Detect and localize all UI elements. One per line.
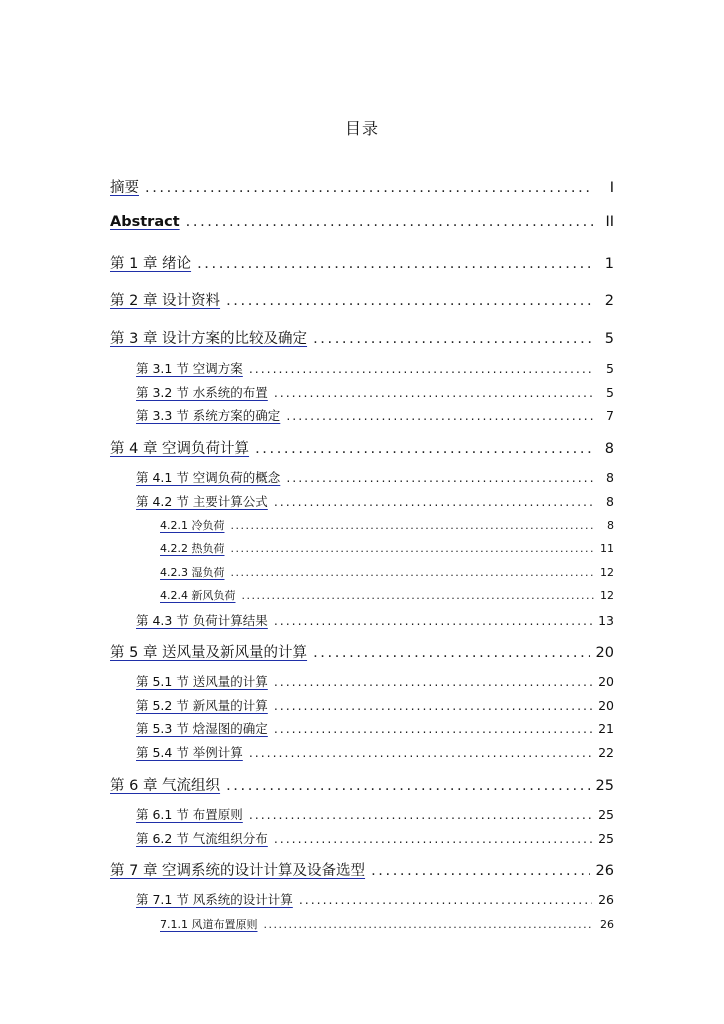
- toc-entry-label[interactable]: 摘要: [110, 180, 139, 196]
- dot-leader: [242, 589, 595, 602]
- toc-entry-label[interactable]: 第 4.3 节 负荷计算结果: [136, 613, 268, 628]
- toc-entry-section-3-3[interactable]: [136, 406, 614, 424]
- toc-entry-label[interactable]: 第 3 章 设计方案的比较及确定: [110, 331, 308, 347]
- dot-leader: [313, 331, 594, 347]
- dot-leader: [286, 470, 594, 485]
- toc-entry-page: 5: [606, 361, 614, 376]
- toc-entry-section-6-2[interactable]: [136, 829, 614, 847]
- toc-entry-page: 22: [598, 745, 614, 760]
- toc-entry-label[interactable]: 7.1.1 风道布置原则: [160, 918, 258, 931]
- toc-entry-label[interactable]: 第 5.4 节 举例计算: [136, 745, 243, 760]
- toc-entry-page: 13: [598, 613, 614, 628]
- toc-entry-page: 12: [600, 566, 614, 579]
- dot-leader: [186, 214, 594, 230]
- toc-entry-page: II: [605, 214, 614, 230]
- dot-leader: [274, 494, 594, 509]
- toc-entry-label[interactable]: 第 4.2 节 主要计算公式: [136, 494, 268, 509]
- toc-entry-label[interactable]: 第 6.1 节 布置原则: [136, 807, 243, 822]
- dot-leader: [249, 745, 592, 760]
- dot-leader: [274, 385, 594, 400]
- toc-entry-section-5-2[interactable]: [136, 696, 614, 714]
- toc-entry-page: 8: [606, 470, 614, 485]
- toc-entry-page: 5: [604, 331, 614, 347]
- toc-entry-label[interactable]: 第 6 章 气流组织: [110, 778, 221, 794]
- toc-entry-label[interactable]: 第 3.2 节 水系统的布置: [136, 385, 268, 400]
- toc-entry-label[interactable]: 4.2.4 新风负荷: [160, 589, 236, 602]
- toc-entry-page: 26: [600, 918, 614, 931]
- dot-leader: [231, 542, 595, 555]
- dot-leader: [313, 645, 589, 661]
- toc-entry-label[interactable]: 第 1 章 绪论: [110, 256, 192, 272]
- toc-entry-section-4-1[interactable]: [136, 468, 614, 486]
- toc-entry-page: 26: [595, 863, 614, 879]
- toc-entry-abstract-cn[interactable]: [110, 176, 614, 197]
- toc-entry-subsection-7-1-1[interactable]: [160, 916, 614, 932]
- toc-entry-label[interactable]: 第 4.1 节 空调负荷的概念: [136, 470, 281, 485]
- dot-leader: [145, 180, 594, 196]
- toc-entry-page: 21: [598, 721, 614, 736]
- toc-entry-page: 8: [604, 441, 614, 457]
- toc-entry-label[interactable]: 第 5 章 送风量及新风量的计算: [110, 645, 308, 661]
- dot-leader: [255, 441, 594, 457]
- toc-entry-page: 7: [606, 408, 614, 423]
- toc-entry-chapter-1[interactable]: [110, 252, 614, 273]
- toc-entry-subsection-4-2-3[interactable]: [160, 564, 614, 580]
- dot-leader: [226, 778, 589, 794]
- toc-entry-page: 25: [598, 807, 614, 822]
- dot-leader: [226, 293, 594, 309]
- toc-entry-label[interactable]: 4.2.1 冷负荷: [160, 519, 225, 532]
- toc-entry-label[interactable]: 4.2.3 湿负荷: [160, 566, 225, 579]
- toc-entry-chapter-6[interactable]: [110, 774, 614, 795]
- toc-entry-label[interactable]: 第 6.2 节 气流组织分布: [136, 831, 268, 846]
- toc-entry-label[interactable]: 第 3.3 节 系统方案的确定: [136, 408, 281, 423]
- dot-leader: [231, 566, 595, 579]
- toc-entry-abstract-en[interactable]: [110, 214, 614, 230]
- toc-entry-label[interactable]: 第 2 章 设计资料: [110, 293, 221, 309]
- dot-leader: [371, 863, 589, 879]
- toc-entry-section-6-1[interactable]: [136, 805, 614, 823]
- toc-entry-page: 11: [600, 542, 614, 555]
- dot-leader: [264, 918, 595, 931]
- toc-entry-section-3-2[interactable]: [136, 383, 614, 401]
- dot-leader: [274, 674, 592, 689]
- toc-entry-chapter-4[interactable]: [110, 437, 614, 458]
- toc-entry-section-3-1[interactable]: [136, 359, 614, 377]
- toc-entry-label[interactable]: 4.2.2 热负荷: [160, 542, 225, 555]
- toc-entry-page: 5: [606, 385, 614, 400]
- toc-entry-subsection-4-2-4[interactable]: [160, 587, 614, 603]
- toc-entry-page: 20: [598, 698, 614, 713]
- dot-leader: [249, 807, 592, 822]
- toc-entry-page: 2: [604, 293, 614, 309]
- toc-entry-section-7-1[interactable]: [136, 890, 614, 908]
- toc-entry-label[interactable]: Abstract: [110, 214, 180, 230]
- dot-leader: [231, 519, 595, 532]
- toc-entry-section-4-3[interactable]: [136, 611, 614, 629]
- toc-entry-page: I: [609, 180, 614, 196]
- toc-entry-subsection-4-2-2[interactable]: [160, 540, 614, 556]
- toc-entry-page: 26: [598, 892, 614, 907]
- toc-entry-label[interactable]: 第 4 章 空调负荷计算: [110, 441, 250, 457]
- toc-entry-page: 20: [598, 674, 614, 689]
- dot-leader: [286, 408, 594, 423]
- toc-entry-section-4-2[interactable]: [136, 492, 614, 510]
- toc-entry-label[interactable]: 第 5.1 节 送风量的计算: [136, 674, 268, 689]
- toc-entry-label[interactable]: 第 5.2 节 新风量的计算: [136, 698, 268, 713]
- toc-entry-page: 20: [595, 645, 614, 661]
- dot-leader: [274, 613, 592, 628]
- toc-entry-page: 12: [600, 589, 614, 602]
- dot-leader: [274, 698, 592, 713]
- dot-leader: [274, 831, 592, 846]
- toc-entry-page: 1: [604, 256, 614, 272]
- toc-entry-label[interactable]: 第 3.1 节 空调方案: [136, 361, 243, 376]
- toc-entry-chapter-5[interactable]: [110, 641, 614, 662]
- toc-entry-page: 25: [598, 831, 614, 846]
- toc-entry-section-5-4[interactable]: [136, 743, 614, 761]
- toc-title: 目录: [344, 119, 379, 138]
- toc-entry-chapter-3[interactable]: [110, 327, 614, 348]
- toc-entry-page: 25: [595, 778, 614, 794]
- toc-entry-label[interactable]: 第 5.3 节 焓湿图的确定: [136, 721, 268, 736]
- toc-entry-chapter-2[interactable]: [110, 289, 614, 310]
- toc-entry-label[interactable]: 第 7 章 空调系统的设计计算及设备选型: [110, 863, 366, 879]
- toc-entry-subsection-4-2-1[interactable]: [160, 517, 614, 533]
- toc-entry-page: 8: [607, 519, 614, 532]
- toc-entry-chapter-7[interactable]: [110, 859, 614, 880]
- dot-leader: [299, 892, 592, 907]
- toc-entry-page: 8: [606, 494, 614, 509]
- toc-entry-section-5-1[interactable]: [136, 672, 614, 690]
- dot-leader: [249, 361, 594, 376]
- toc-entry-label[interactable]: 第 7.1 节 风系统的设计计算: [136, 892, 293, 907]
- dot-leader: [197, 256, 594, 272]
- dot-leader: [274, 721, 592, 736]
- toc-entry-section-5-3[interactable]: [136, 719, 614, 737]
